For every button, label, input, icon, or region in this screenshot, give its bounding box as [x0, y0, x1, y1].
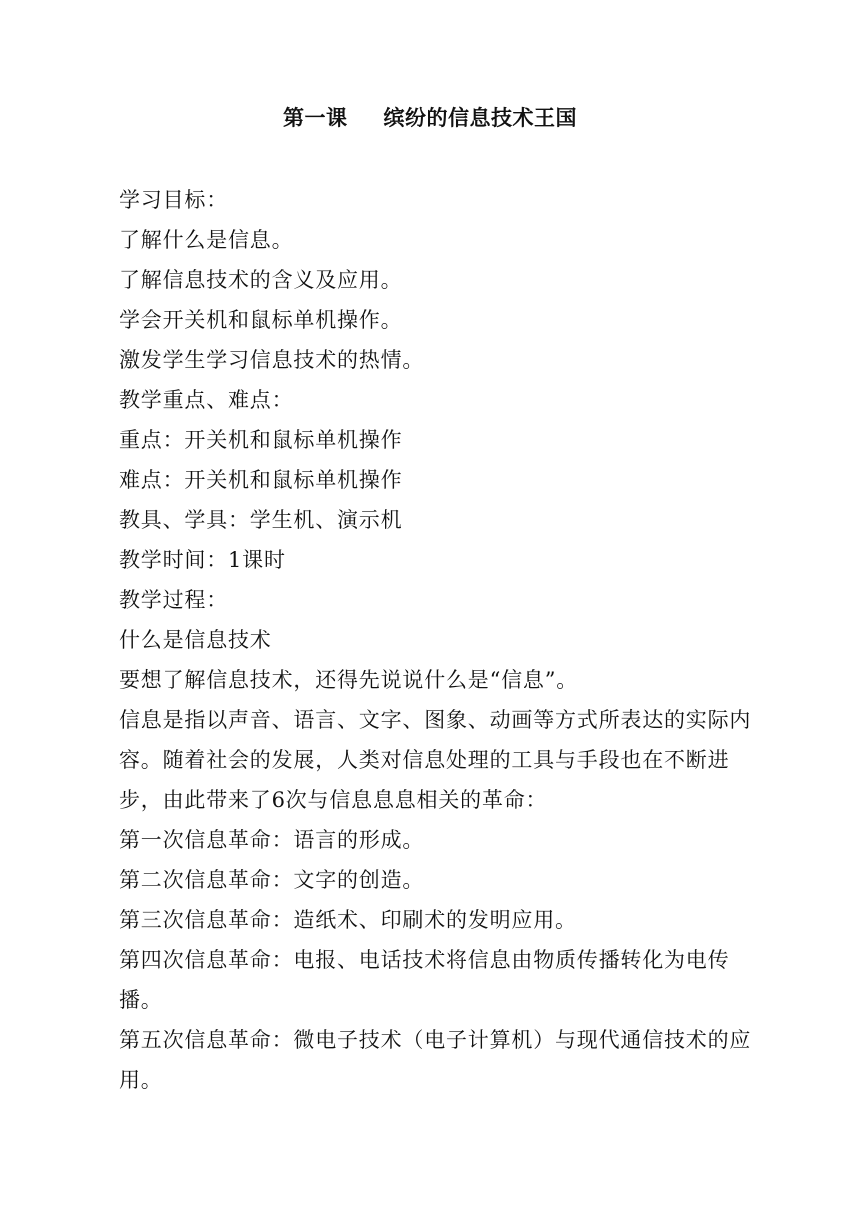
paragraph-goal-4: 激发学生学习信息技术的热情。	[119, 348, 425, 372]
page-title	[0, 103, 860, 133]
paragraph-intro: 要想了解信息技术，还得先说说什么是“信息”。	[119, 668, 579, 692]
paragraph-goal-2: 了解信息技术的含义及应用。	[119, 268, 403, 292]
paragraph-revolution-3: 第三次信息革命：造纸术、印刷术的发明应用。	[119, 908, 577, 932]
paragraph-key-point: 重点：开关机和鼠标单机操作	[119, 428, 403, 452]
lesson-number: 第一课	[283, 106, 348, 130]
paragraph-goal-1: 了解什么是信息。	[119, 228, 294, 252]
paragraph-goal-3: 学会开关机和鼠标单机操作。	[119, 308, 403, 332]
paragraph-learning-goals-heading: 学习目标：	[119, 188, 228, 212]
paragraph-revolution-2: 第二次信息革命：文字的创造。	[119, 868, 425, 892]
paragraph-revolution-5: 第五次信息革命：微电子技术（电子计算机）与现代通信技术的应用。	[119, 1028, 752, 1092]
paragraph-revolution-1: 第一次信息革命：语言的形成。	[119, 828, 425, 852]
paragraph-revolution-4: 第四次信息革命：电报、电话技术将信息由物质传播转化为电传播。	[119, 948, 730, 1012]
paragraph-section-heading: 什么是信息技术	[119, 628, 272, 652]
lesson-title: 缤纷的信息技术王国	[383, 106, 577, 130]
document-body	[119, 180, 769, 1100]
paragraph-difficult-point: 难点：开关机和鼠标单机操作	[119, 468, 403, 492]
paragraph-definition: 信息是指以声音、语言、文字、图象、动画等方式所表达的实际内容。随着社会的发展，人类对信息处理的工具与手段也在不断进步，由此带来了6次与信息息息相关的革命：	[119, 708, 752, 812]
paragraph-teaching-time: 教学时间：1课时	[119, 548, 286, 572]
paragraph-key-points-heading: 教学重点、难点：	[119, 388, 294, 412]
paragraph-teaching-process-heading: 教学过程：	[119, 588, 228, 612]
paragraph-teaching-aids: 教具、学具：学生机、演示机	[119, 508, 403, 532]
